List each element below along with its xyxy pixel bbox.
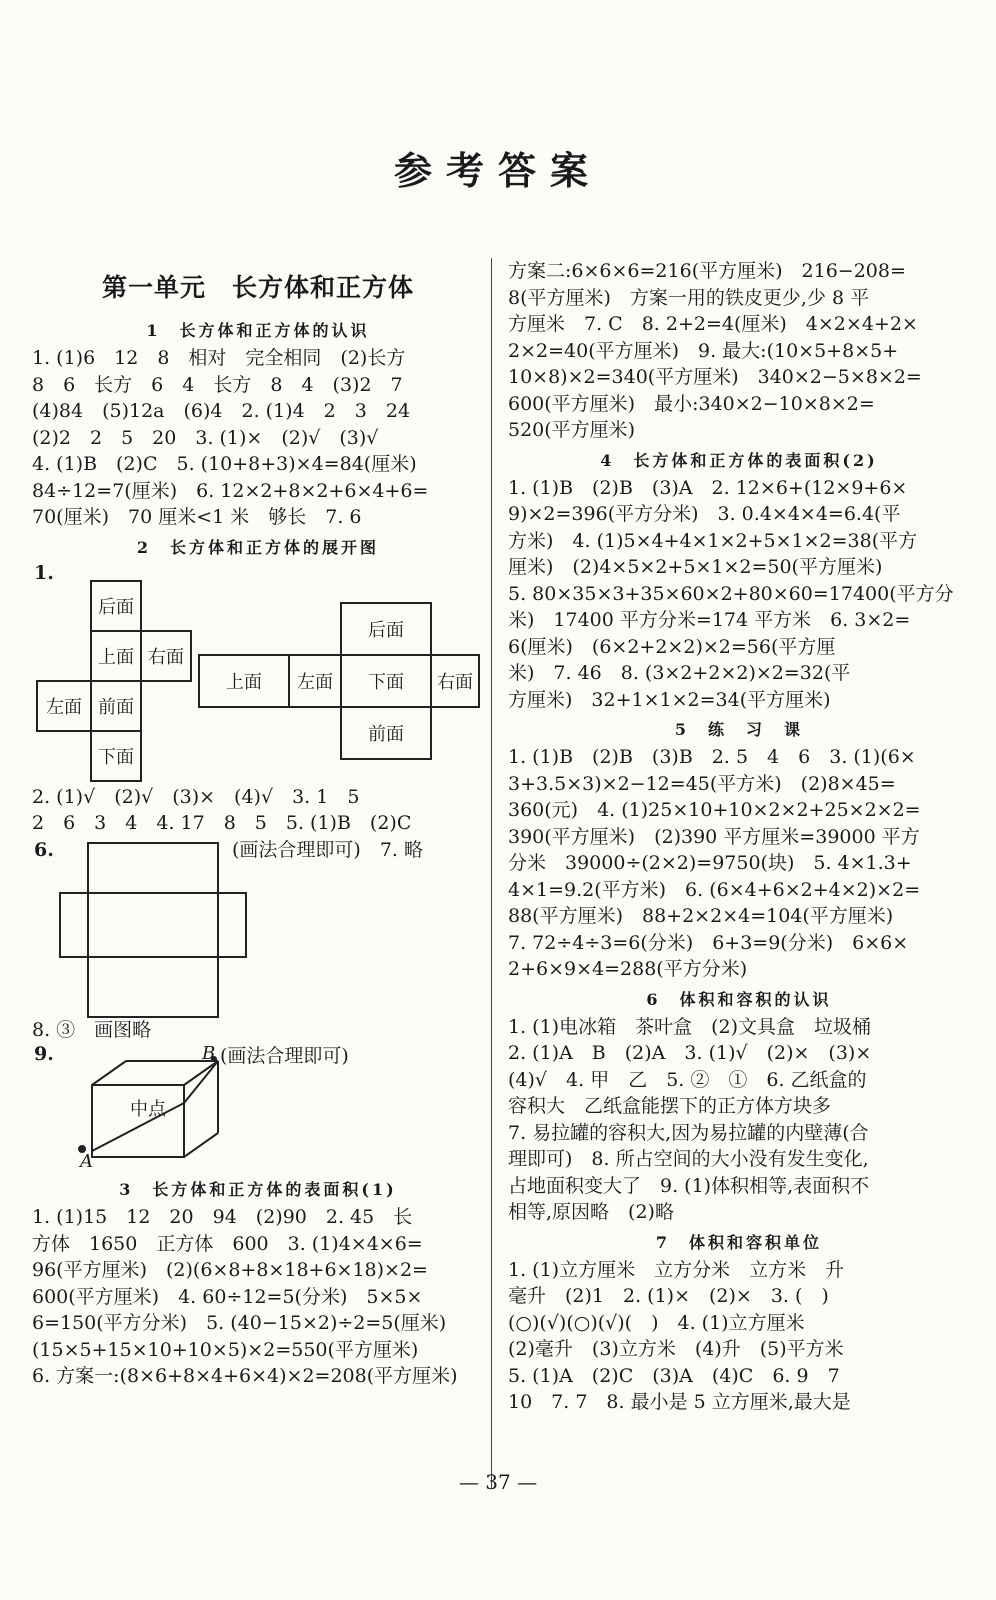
section-4-heading: 4 长方体和正方体的表面积(2) xyxy=(600,450,878,470)
answer-line: 1. (1)立方厘米 立方分米 立方米 升 xyxy=(508,1258,845,1281)
answer-line: 6. 方案一:(8×6+8×4+6×4)×2=208(平方厘米) xyxy=(32,1365,458,1387)
answer-line: 10 7. 7 8. 最小是 5 立方厘米,最大是 xyxy=(508,1391,851,1413)
answer-line: 厘米) (2)4×5×2+5×1×2=50(平方厘米) xyxy=(508,556,883,578)
net1-bottom-face: 下面 xyxy=(90,730,142,782)
unit-title: 第一单元 长方体和正方体 xyxy=(101,273,414,302)
section-6-answers xyxy=(508,1014,970,1226)
answer-line: (15×5+15×10+10×5)×2=550(平方厘米) xyxy=(32,1338,419,1361)
section-3-continued xyxy=(508,258,970,444)
figure-number: 6. xyxy=(34,838,54,861)
figure-note: (画法合理即可) 7. 略 xyxy=(232,838,423,861)
answer-line: 8. ③ 画图略 xyxy=(32,1018,152,1041)
answer-line: (2)毫升 (3)立方米 (4)升 (5)平方米 xyxy=(508,1338,844,1360)
answer-line: 7. 易拉罐的容积大,因为易拉罐的内壁薄(合 xyxy=(508,1121,869,1144)
answer-line: 390(平方厘米) (2)390 平方厘米=39000 平方 xyxy=(508,825,920,848)
answer-line: 2 6 3 4 4. 17 8 5 5. (1)B (2)C xyxy=(32,812,412,834)
answer-line: 1. (1)15 12 20 94 (2)90 2. 45 长 xyxy=(32,1206,413,1228)
net1-front-face: 前面 xyxy=(90,680,142,732)
answer-line: 方案二:6×6×6=216(平方厘米) 216−208= xyxy=(508,260,906,282)
box-net-figure xyxy=(32,837,484,1017)
net2-left-face: 左面 xyxy=(288,654,342,708)
answer-line: 6=150(平方分米) 5. (40−15×2)÷2=5(厘米) xyxy=(32,1312,447,1334)
column-divider xyxy=(491,258,492,1488)
answer-line: 7. 72÷4÷3=6(分米) 6+3=9(分米) 6×6× xyxy=(508,931,909,954)
net1-back-face: 后面 xyxy=(90,580,142,632)
net2-bottom-face: 下面 xyxy=(340,654,432,708)
answer-line: 分米 39000÷(2×2)=9750(块) 5. 4×1.3+ xyxy=(508,852,912,874)
answer-line: 70(厘米) 70 厘米<1 米 够长 7. 6 xyxy=(32,506,362,528)
right-column xyxy=(508,258,970,1416)
answer-line: 600(平方厘米) 最小:340×2−10×8×2= xyxy=(508,392,875,415)
answer-line: 方厘米) 32+1×1×2=34(平方厘米) xyxy=(508,688,831,711)
net1-left-face: 左面 xyxy=(36,680,92,732)
net2-front-face: 前面 xyxy=(340,706,432,760)
answer-line: (2)2 2 5 20 3. (1)× (2)√ (3)√ xyxy=(32,426,379,449)
net2-right-face: 右面 xyxy=(430,654,480,708)
answer-line: (○)(√)(○)(√)( ) 4. (1)立方厘米 xyxy=(508,1311,805,1334)
cube-nets-figure xyxy=(32,562,484,784)
section-2-heading: 2 长方体和正方体的展开图 xyxy=(136,537,380,557)
answer-line: 8 6 长方 6 4 长方 8 4 (3)2 7 xyxy=(32,373,403,396)
answer-line: 1. (1)6 12 8 相对 完全相同 (2)长方 xyxy=(32,347,406,369)
figure-number: 1. xyxy=(34,561,54,584)
point-a-label: A xyxy=(80,1151,93,1172)
answer-line: 1. (1)电冰箱 茶叶盒 (2)文具盒 垃圾桶 xyxy=(508,1015,871,1038)
answer-line: 360(元) 4. (1)25×10+10×2×2+25×2×2= xyxy=(508,799,921,821)
left-column xyxy=(32,268,484,1390)
answer-line: 4. (1)B (2)C 5. (10+8+3)×4=84(厘米) xyxy=(32,453,417,475)
section-6-heading: 6 体积和容积的认识 xyxy=(646,989,832,1009)
box-net-drawing xyxy=(58,841,258,1021)
answer-line: 米) 17400 平方分米=174 平方米 6. 3×2= xyxy=(508,609,911,631)
answer-line: 相等,原因略 (2)略 xyxy=(508,1201,674,1223)
net1-top-face: 上面 xyxy=(90,630,142,682)
answer-line: 6(厘米) (6×2+2×2)×2=56(平方厘 xyxy=(508,635,836,658)
answer-line: 方体 1650 正方体 600 3. (1)4×4×6= xyxy=(32,1232,423,1255)
answer-line: 占地面积变大了 9. (1)体积相等,表面积不 xyxy=(508,1174,870,1197)
answer-line: 2+6×9×4=288(平方分米) xyxy=(508,958,748,980)
answer-line: 毫升 (2)1 2. (1)× (2)× 3. ( ) xyxy=(508,1285,829,1307)
section-4-answers xyxy=(508,475,970,714)
answer-line: 4×1=9.2(平方米) 6. (6×4+6×2+4×2)×2= xyxy=(508,878,921,901)
page-title: 参考答案 xyxy=(393,148,602,193)
answer-line: 2. (1)A B (2)A 3. (1)√ (2)× (3)× xyxy=(508,1042,872,1064)
page-number: — 37 — xyxy=(458,1470,538,1494)
answer-line: (4)84 (5)12a (6)4 2. (1)4 2 3 24 xyxy=(32,400,411,422)
answer-line: 9)×2=396(平方分米) 3. 0.4×4×4=6.4(平 xyxy=(508,503,901,525)
section-5-heading: 5 练 习 课 xyxy=(674,720,804,739)
section-1-heading: 1 长方体和正方体的认识 xyxy=(146,321,370,340)
answer-line: (4)√ 4. 甲 乙 5. ② ① 6. 乙纸盒的 xyxy=(508,1068,867,1091)
cube-path-figure xyxy=(32,1043,484,1173)
answer-line: 96(平方厘米) (2)(6×8+8×18+6×18)×2= xyxy=(32,1259,428,1281)
answer-line: 520(平方厘米) xyxy=(508,419,636,441)
section-7-heading: 7 体积和容积单位 xyxy=(655,1232,823,1252)
answer-line: 5. 80×35×3+35×60×2+80×60=17400(平方分 xyxy=(508,582,954,605)
answer-line: 方米) 4. (1)5×4+4×1×2+5×1×2=38(平方 xyxy=(508,529,918,552)
answer-line: 方厘米 7. C 8. 2+2=4(厘米) 4×2×4+2× xyxy=(508,313,918,335)
answer-line: 84÷12=7(厘米) 6. 12×2+8×2+6×4+6= xyxy=(32,479,429,502)
net1-right-face: 右面 xyxy=(140,630,192,682)
answer-line: 2. (1)√ (2)√ (3)× (4)√ 3. 1 5 xyxy=(32,785,360,808)
figure-number: 9. xyxy=(34,1043,54,1065)
net2-back-face: 后面 xyxy=(340,602,432,656)
answer-line: 米) 7. 46 8. (3×2+2×2)×2=32(平 xyxy=(508,662,851,684)
section-3-answers xyxy=(32,1204,484,1390)
section-7-answers xyxy=(508,1257,970,1416)
figure-note: (画法合理即可) xyxy=(220,1045,349,1067)
section-1-answers xyxy=(32,345,484,531)
answer-line: 1. (1)B (2)B (3)B 2. 5 4 6 3. (1)(6× xyxy=(508,746,916,768)
midpoint-label: 中点 xyxy=(130,1099,166,1120)
section-5-answers xyxy=(508,744,970,983)
answer-line: 10×8)×2=340(平方厘米) 340×2−5×8×2= xyxy=(508,366,922,388)
net2-top-face: 上面 xyxy=(198,654,290,708)
answer-line: 2×2=40(平方厘米) 9. 最大:(10×5+8×5+ xyxy=(508,339,899,362)
point-b-label: B xyxy=(202,1043,216,1064)
answer-line: 容积大 乙纸盒能摆下的正方体方块多 xyxy=(508,1095,832,1117)
answer-line: 8(平方厘米) 方案一用的铁皮更少,少 8 平 xyxy=(508,286,870,309)
answer-line: 3+3.5×3)×2−12=45(平方米) (2)8×45= xyxy=(508,772,896,795)
answer-line: 1. (1)B (2)B (3)A 2. 12×6+(12×9+6× xyxy=(508,476,908,499)
answer-line: 理即可) 8. 所占空间的大小没有发生变化, xyxy=(508,1148,869,1170)
answer-line: 88(平方厘米) 88+2×2×4=104(平方厘米) xyxy=(508,905,894,927)
section-3-heading: 3 长方体和正方体的表面积(1) xyxy=(119,1180,397,1199)
answer-line: 5. (1)A (2)C (3)A (4)C 6. 9 7 xyxy=(508,1364,840,1387)
answer-line: 600(平方厘米) 4. 60÷12=5(分米) 5×5× xyxy=(32,1285,423,1308)
